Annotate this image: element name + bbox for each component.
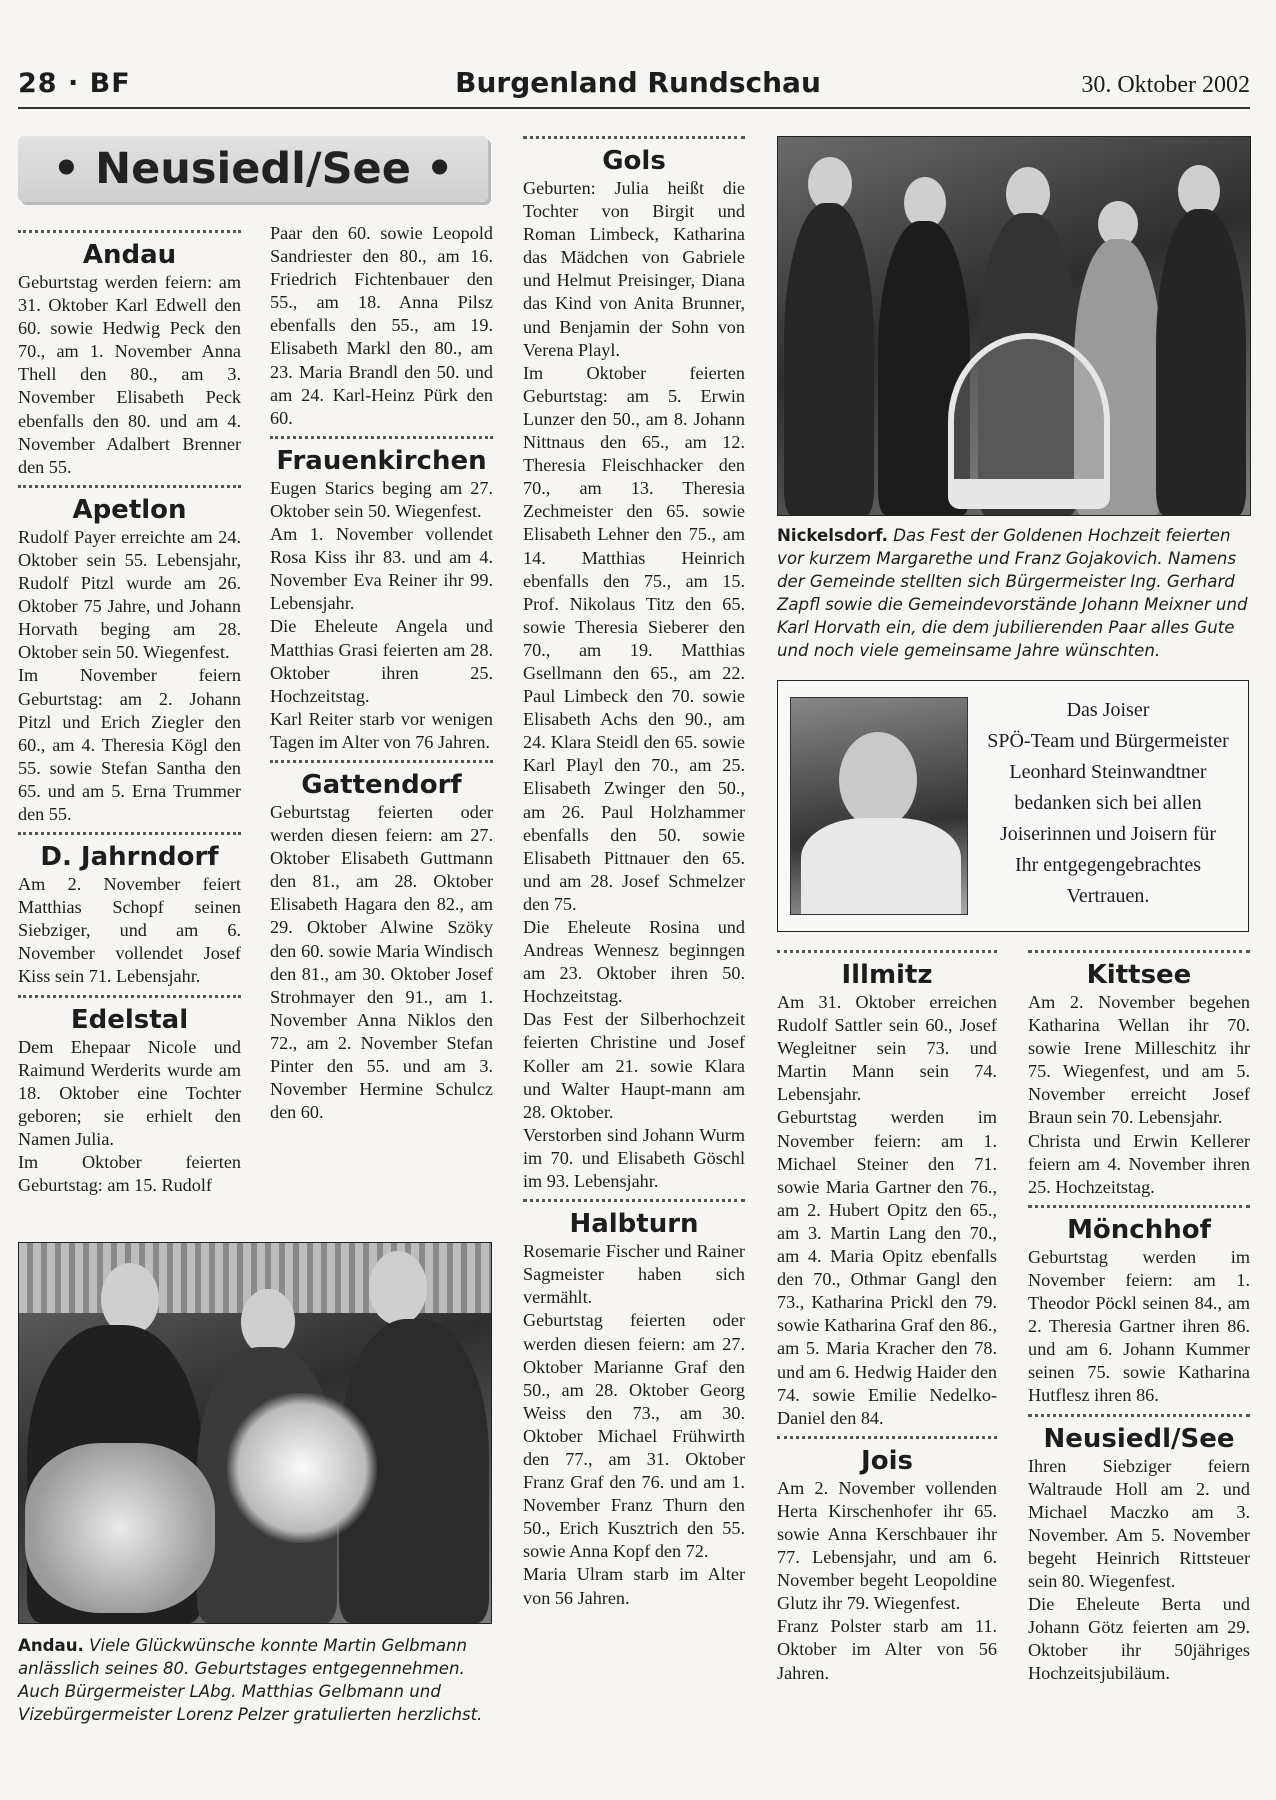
caption-text: Viele Glückwünsche konnte Martin Gelbmann anlässlich seines 80. Geburtstages entgegennehmen. Auch Bürgermeister LAbg. Matthias Gelbmann und Vizebürgermeister Lorenz Pelzer gratulierten herzlichst.: [18, 1636, 483, 1724]
article-text: Im Oktober feierten Geburtstag: am 5. Erwin Lunzer den 50., am 8. Johann Nittnaus den 65., am 12. Theresia Fleischhacker den 70., am 13. Theresia Zechmeister den 65. sowie Elisabeth Lehner den 75., am 14. Matthias Heinrich ebenfalls den 75., am 15. Prof. Nikolaus Titz den 65. sowie Theresia Sieberer den 70., am 19. Matthias Gsellmann den 65., am 22. Paul Limbeck den 70. sowie Elisabeth Achs den 90., am 24. Klara Steidl den 65. sowie Karl Playl den 70., am 25. Elisabeth Zwinger den 50., am 26. Paul Holzhammer ebenfalls den 50. sowie Elisabeth Pittnauer den 65. und am 28. Josef Schmelzer den 75.: [523, 362, 745, 914]
article-kittsee: [1028, 950, 1250, 1199]
article-text: Im November feiern Geburtstag: am 2. Johann Pitzl und Erich Ziegler den 60., am 4. Theresia Kögl den 55. sowie Stefan Santha den 65. und am 5. Erna Trummer den 55.: [18, 665, 241, 824]
caption-text: Das Fest der Goldenen Hochzeit feierten vor kurzem Margarethe und Franz Gojakovich. Namens der Gemeinde stellten sich Bürgermeister Ing. Gerhard Zapfl sowie die Gemeindevorstände Johann Meixner und Karl Horvath ein, die dem jubilierenden Paar alles Gute und noch viele gemeinsame Jahre wünschten.: [777, 526, 1248, 660]
article-heading: Halbturn: [523, 1199, 745, 1240]
article-edelstal: [18, 995, 241, 1198]
person-figure: [1156, 209, 1246, 515]
column-5: [1028, 950, 1250, 1691]
caption-andau: [18, 1634, 494, 1726]
article-text: Die Eheleute Angela und Matthias Grasi feierten am 28. Oktober ihren 25. Hochzeitstag.: [270, 616, 493, 706]
article-frauenkirchen: [270, 436, 493, 754]
article-text: Das Fest der Silberhochzeit feierten Christine und Josef Koller am 21. sowie Klara und Walter Haupt-mann am 28. Oktober.: [523, 1009, 745, 1122]
article-heading: D. Jahrndorf: [18, 832, 241, 873]
article-heading: Edelstal: [18, 995, 241, 1036]
photo-andau: [18, 1242, 492, 1624]
article-text: Maria Ulram starb im Alter von 56 Jahren.: [523, 1564, 745, 1608]
article-text: Geburtstag werden im November feiern: am 1. Michael Steiner den 71. sowie Maria Gartner den 76., am 2. Hubert Opitz den 65., am 3. Martin Lang den 70., am 4. Maria Opitz ebenfalls den 70., Othmar Gangl den 73., Katharina Prickl den 79. sowie Katharina Graf den 86., am 5. Maria Kracher den 78. und am 6. Hedwig Haider den 74. sowie Emilie Nedelko-Daniel den 84.: [777, 1107, 997, 1428]
article-text: Rudolf Payer erreichte am 24. Oktober sein 55. Lebensjahr, Rudolf Pitzl wurde am 26. Oktober 75 Jahre, und Johann Horvath beging am 28. Oktober sein 50. Wiegenfest.: [18, 526, 241, 663]
article-text: Geburten: Julia heißt die Tochter von Birgit und Roman Limbeck, Katharina das Mädchen von Gabriele und Helmut Preisinger, Diana das Kind von Anita Brunner, und Benjamin der Sohn von Verena Playl.: [523, 178, 745, 360]
article-moenchhof: [1028, 1205, 1250, 1408]
article-jois: [777, 1436, 997, 1685]
photo-nickelsdorf: [777, 136, 1251, 516]
article-heading: Kittsee: [1028, 950, 1250, 991]
caption-place: Andau.: [18, 1636, 84, 1655]
article-text: Christa und Erwin Kellerer feiern am 4. November ihren 25. Hochzeitstag.: [1028, 1130, 1250, 1197]
article-text: Franz Polster starb am 11. Oktober im Alter von 56 Jahren.: [777, 1616, 997, 1683]
article-text: Die Eheleute Rosina und Andreas Wennesz beginngen am 23. Oktober ihren 50. Hochzeitstag.: [523, 917, 745, 1007]
person-figure: [369, 1251, 427, 1325]
article-text: Am 2. November feiert Matthias Schopf seinen Siebziger, und am 6. November vollendet Josef Kiss sein 71. Lebensjahr.: [18, 874, 241, 987]
article-text: Paar den 60. sowie Leopold Sandriester den 80., am 16. Friedrich Fichtenbauer den 55., am 18. Anna Pilsz ebenfalls den 55., am 19. Elisabeth Markl den 80., am 23. Maria Brandl den 50. und am 24. Karl-Heinz Pürk den 60.: [270, 223, 493, 428]
ad-line: Vertrauen.: [1066, 885, 1150, 907]
article-text: Am 1. November vollendet Rosa Kiss ihr 83. und am 4. November Eva Reiner ihr 99. Lebensjahr.: [270, 524, 493, 614]
article-text: Am 2. November begehen Katharina Wellan ihr 70. sowie Irene Milleschitz ihr 75. Wiegenfest, und am 5. November erreicht Josef Braun sein 70. Lebensjahr.: [1028, 992, 1250, 1128]
page-number: 28 · BF: [18, 68, 131, 99]
article-heading: Jois: [777, 1436, 997, 1477]
article-heading: Illmitz: [777, 950, 997, 991]
article-apetlon: [18, 485, 241, 826]
article-text: Dem Ehepaar Nicole und Raimund Werderits wurde am 18. Oktober eine Tochter geboren; sie erhielt den Namen Julia.: [18, 1036, 241, 1149]
article-text: Geburtstag feierten oder werden diesen feiern: am 27. Oktober Elisabeth Guttmann den 81., am 28. Oktober Elisabeth Hagara den 82., am 29. Oktober Alwine Szöky den 60. sowie Maria Windisch den 81., am 30. Oktober Josef Strohmayer den 91., am 1. November Anna Niklos den 72., am 2. November Stefan Pinter den 55. und am 3. November Hermine Schulcz den 60.: [270, 801, 493, 1123]
article-text: Eugen Starics beging am 27. Oktober sein 50. Wiegenfest.: [270, 477, 493, 521]
article-text: Die Eheleute Berta und Johann Götz feierten am 29. Oktober ihr 50jähriges Hochzeitsjubiläum.: [1028, 1594, 1250, 1684]
article-illmitz: [777, 950, 997, 1430]
column-3: [523, 136, 745, 1616]
caption-nickelsdorf: [777, 524, 1253, 662]
portrait-shirt: [801, 818, 961, 915]
article-heading: Andau: [18, 230, 241, 271]
article-heading: Apetlon: [18, 485, 241, 526]
ad-line: SPÖ-Team und Bürgermeister: [987, 730, 1229, 752]
header-rule: [18, 107, 1250, 109]
article-halbturn: [523, 1199, 745, 1610]
column-1: [18, 230, 241, 1203]
article-text: Ihren Siebziger feiern Waltraude Holl am 2. und Michael Maczko am 3. November. Am 5. November begeht Heinrich Rittsteuer sein 80. Wiegenfest.: [1028, 1455, 1250, 1591]
ad-line: Das Joiser: [1066, 699, 1150, 721]
portrait-photo: [790, 697, 968, 915]
ad-line: Joiserinnen und Joisern für: [999, 823, 1217, 845]
ad-line: bedanken sich bei allen: [1014, 792, 1202, 814]
article-neusiedl: [1028, 1414, 1250, 1686]
advertisement-box: [777, 680, 1249, 932]
article-text: Karl Reiter starb vor wenigen Tagen im Alter von 76 Jahren.: [270, 708, 493, 752]
gift-basket: [25, 1443, 215, 1613]
article-text: Im Oktober feierten Geburtstag: am 15. Rudolf: [18, 1152, 241, 1196]
column-2: [270, 222, 493, 1130]
flower-bouquet: [227, 1393, 377, 1543]
ad-line: Ihr entgegengebrachtes: [1014, 854, 1201, 876]
article-text: Geburtstag werden im November feiern: am 1. Theodor Pöckl seinen 84., am 2. Theresia Gartner ihren 86. und am 6. Johann Kummer seinen 75. sowie Katharina Hutflesz ihren 86.: [1028, 1246, 1250, 1406]
article-d-jahrndorf: [18, 832, 241, 988]
article-andau: [18, 230, 241, 479]
article-text: Geburtstag feierten oder werden diesen feiern: am 27. Oktober Marianne Graf den 50., am 28. Oktober Georg Weiss den 73., am 30. Oktober Michael Frühwirth den 77., am 31. Oktober Franz Graf den 76. und am 1. November Franz Thurn den 50., Erich Kusztrich den 55. sowie Anna Kopf den 72.: [523, 1310, 745, 1562]
article-text: Geburtstag werden feiern: am 31. Oktober Karl Edwell den 60. sowie Hedwig Peck den 70., am 1. November Anna Thell den 80., am 3. November Elisabeth Peck ebenfalls den 80. und am 4. November Adalbert Brenner den 55.: [18, 272, 241, 477]
article-heading: Mönchhof: [1028, 1205, 1250, 1246]
issue-date: 30. Oktober 2002: [1081, 72, 1250, 98]
person-figure: [784, 203, 874, 515]
newspaper-title: Burgenland Rundschau: [455, 66, 821, 99]
section-banner: • Neusiedl/See •: [18, 136, 488, 202]
caption-place: Nickelsdorf.: [777, 526, 888, 545]
article-text: Verstorben sind Johann Wurm im 70. und Elisabeth Göschl im 93. Lebensjahr.: [523, 1124, 745, 1192]
article-text: Rosemarie Fischer und Rainer Sagmeister haben sich vermählt.: [523, 1241, 745, 1308]
article-heading: Gattendorf: [270, 760, 493, 801]
article-heading: Neusiedl/See: [1028, 1414, 1250, 1455]
article-gattendorf: [270, 760, 493, 1124]
article-heading: Frauenkirchen: [270, 436, 493, 477]
article-text: Am 31. Oktober erreichen Rudolf Sattler sein 60., Josef Wegleitner sein 73. und Martin Mann sein 74. Lebensjahr.: [777, 992, 997, 1105]
column-4: [777, 950, 997, 1691]
article-andau-continued: [270, 222, 493, 430]
article-heading: Gols: [523, 136, 745, 177]
ad-text: [974, 695, 1242, 912]
portrait-face: [839, 732, 917, 828]
ad-line: Leonhard Steinwandtner: [1009, 761, 1207, 783]
article-gols: [523, 136, 745, 1193]
gift-basket: [948, 333, 1110, 509]
article-text: Am 2. November vollenden Herta Kirschenhofer ihr 65. sowie Anna Kerschbauer ihr 77. Lebensjahr, und am 6. November begeht Leopoldine Glutz ihr 79. Wiegenfest.: [777, 1477, 997, 1614]
person-figure: [241, 1289, 295, 1355]
